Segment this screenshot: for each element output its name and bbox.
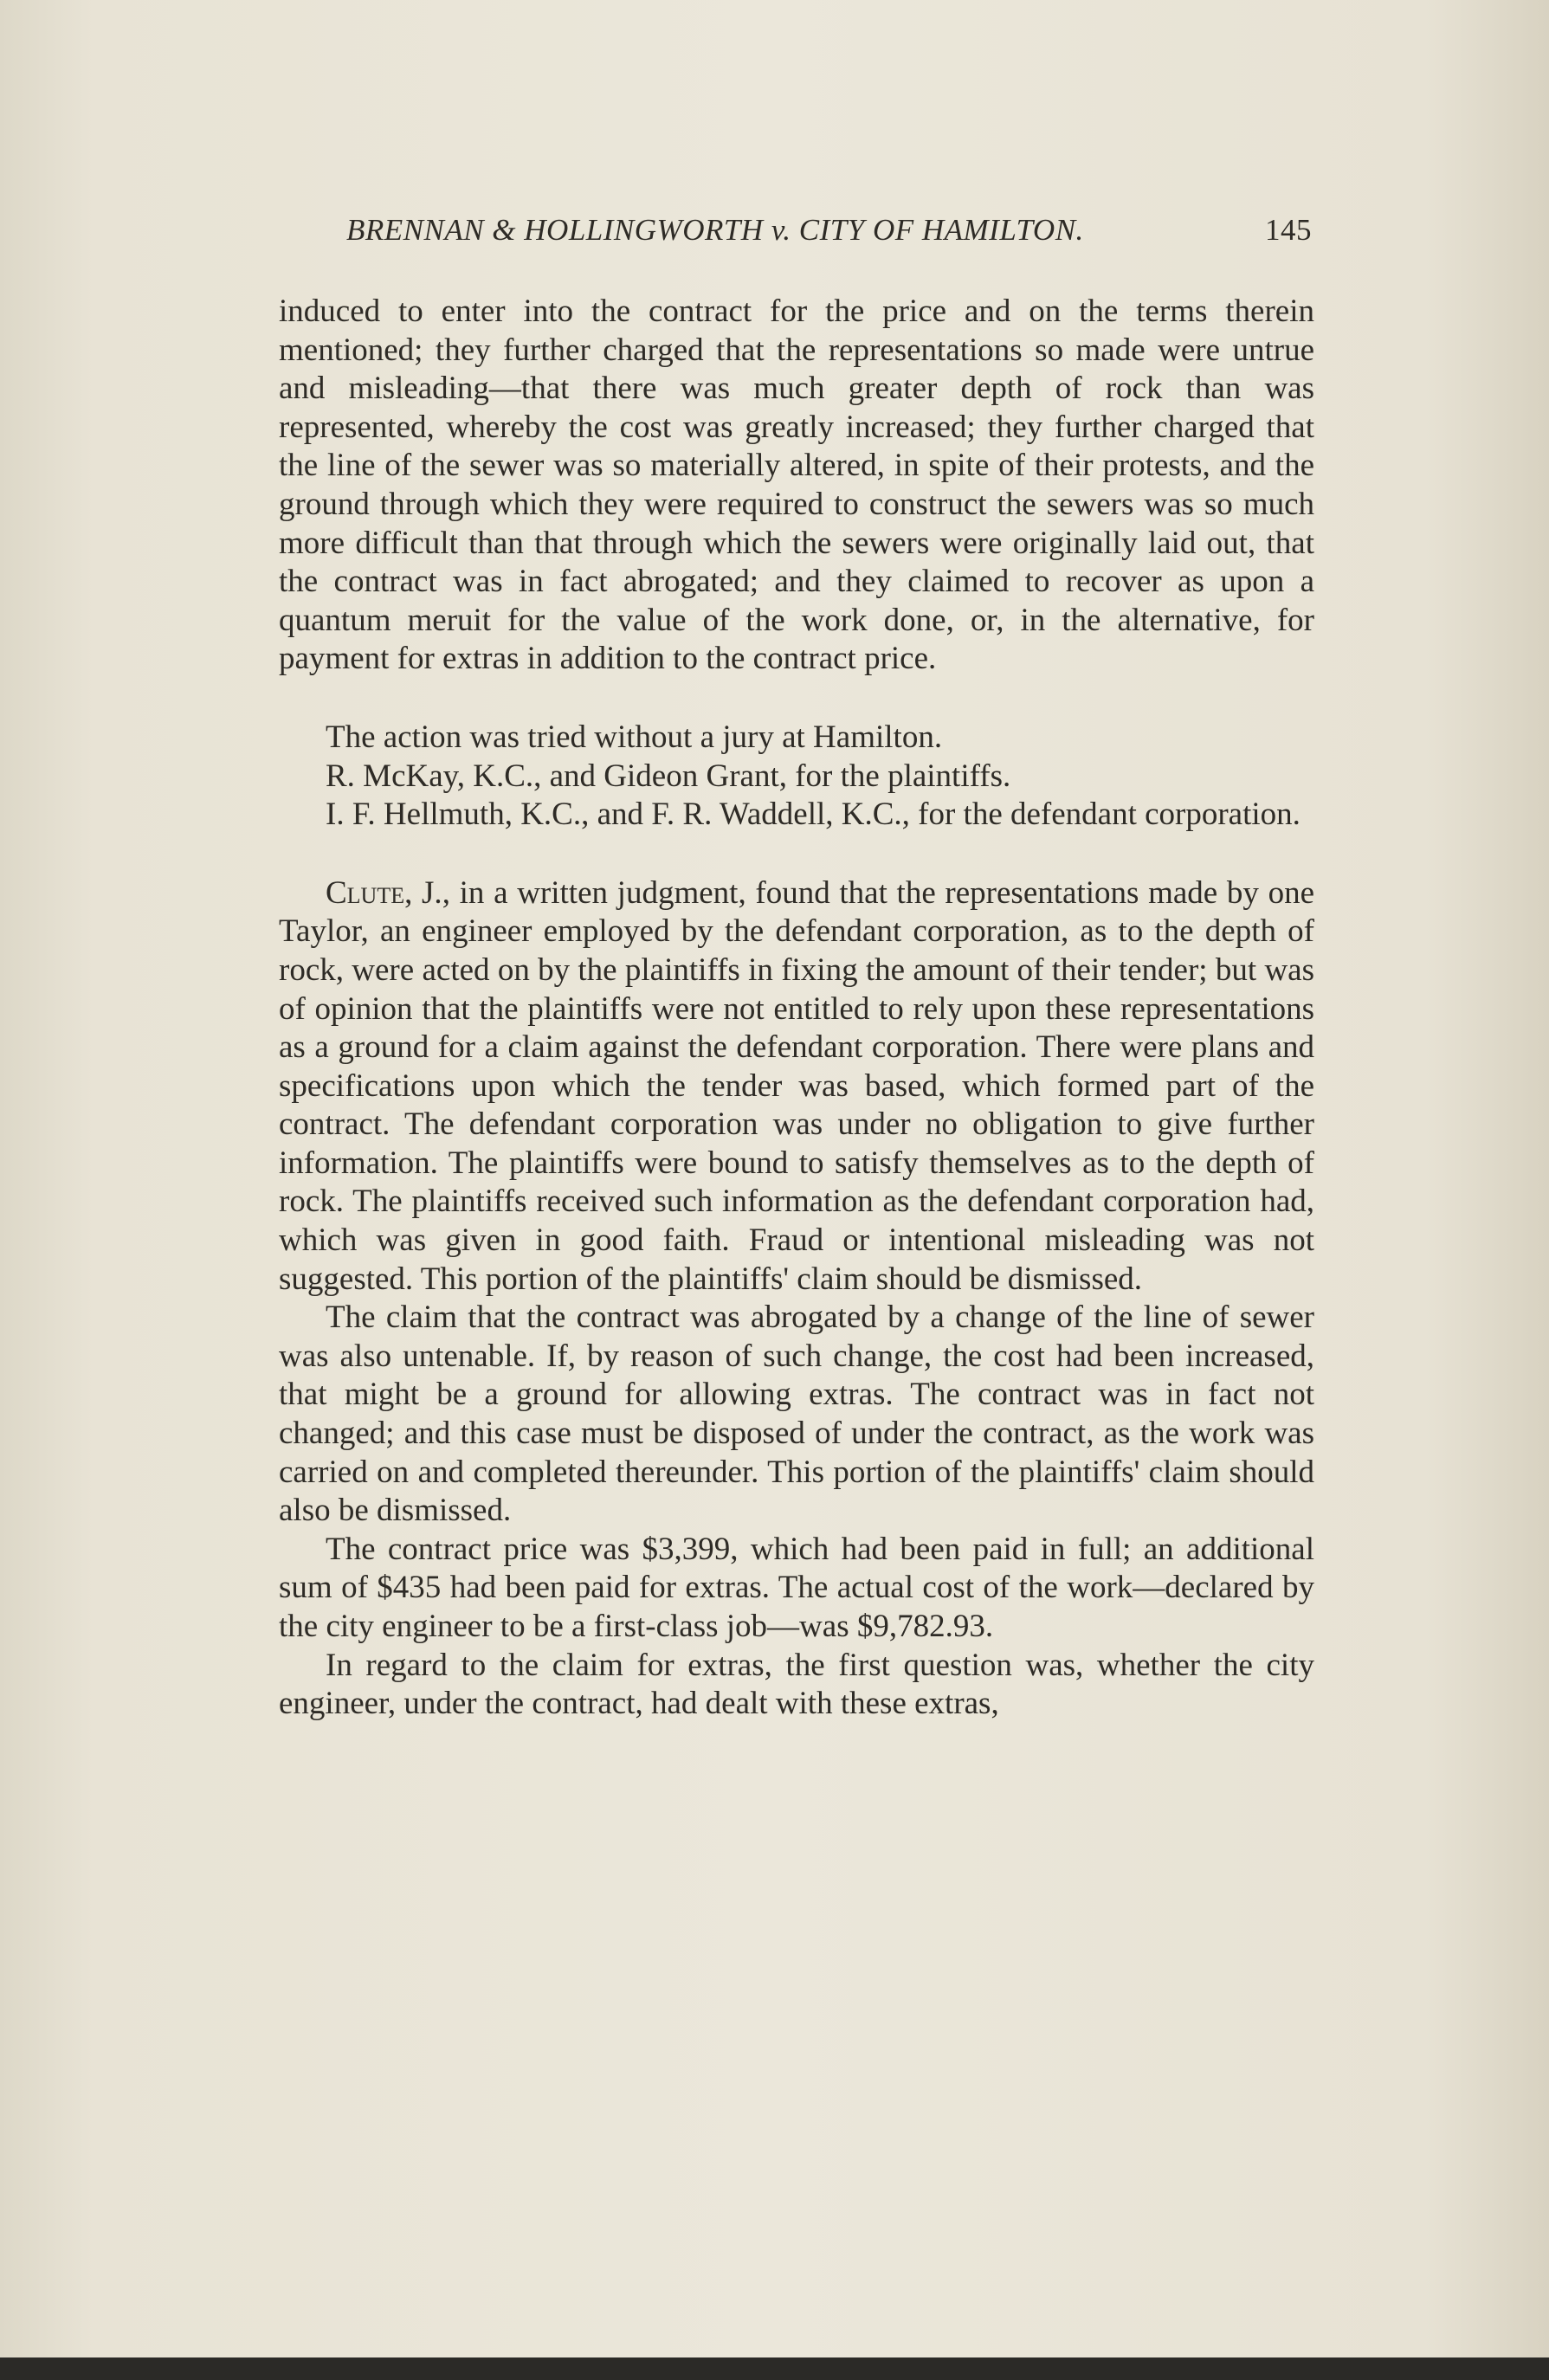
- judge-name: Clute, J.: [326, 874, 442, 911]
- paragraph-abrogation: The claim that the contract was abrogated by a change of the line of sewer was also untenable. If, by reason of such change, the cost had been increased, that might be a ground for allowing extras. The contract was in fact not changed; and this case must be disposed of under the contract, as the work was carried on and completed thereunder. This portion of the plaintiffs' claim should also be dismissed.: [279, 1300, 1314, 1529]
- counsel-plaintiffs: R. McKay, K.C., and Gideon Grant, for the plaintiffs.: [326, 758, 1011, 794]
- body-text: [279, 293, 1314, 1724]
- paragraph-contract-price: The contract price was $3,399, which had been paid in full; an additional sum of $435 had been paid for extras. The actual cost of the work—declared by the city engineer to be a first-class job—was $9,782.93.: [279, 1531, 1314, 1644]
- judgment-text: , in a written judgment, found that the representations made by one Taylor, an engineer employed by the defendant corporation, as to the depth of rock, were acted on by the plaintiffs in fixing the amount of their tender; but was of opinion that the plaintiffs were not entitled to rely upon these representations as a ground for a claim against the defendant corporation. There were plans and specifications upon which the tender was based, which formed part of the contract. The defendant corporation was under no obligation to give further information. The plaintiffs were bound to satisfy themselves as to the depth of rock. The plaintiffs received such information as the defendant corporation had, which was given in good faith. Fraud or intentional misleading was not suggested. This portion of the plaintiffs' claim should be dismissed.: [279, 874, 1314, 1297]
- page-number: 145: [1265, 213, 1312, 247]
- scan-edge: [0, 2357, 1549, 2380]
- paragraph-allegations: induced to enter into the contract for the price and on the terms therein mentioned; they further charged that the representations so made were untrue and misleading—that there was much greater depth of rock than was represented, whereby the cost was greatly increased; they further charged that the line of the sewer was so materially altered, in spite of their protests, and the ground through which they were required to construct the sewers was so much more difficult than that through which the sewers were originally laid out, that the contract was in fact abrogated; and they claimed to recover as upon a quantum meruit for the value of the work done, or, in the alternative, for payment for extras in addition to the contract price.: [279, 293, 1314, 677]
- counsel-defendant: I. F. Hellmuth, K.C., and F. R. Waddell, K.C., for the defendant corporation.: [326, 797, 1301, 833]
- page-header: [346, 213, 1312, 248]
- paragraph-extras: In regard to the claim for extras, the first question was, whether the city engineer, under the contract, had dealt with these extras,: [279, 1647, 1314, 1722]
- paragraph-trial: The action was tried without a jury at Hamilton.: [326, 719, 943, 755]
- running-head: BRENNAN & HOLLINGWORTH v. CITY OF HAMILTON.: [346, 213, 1084, 247]
- paragraph-judgment: [279, 874, 1314, 1300]
